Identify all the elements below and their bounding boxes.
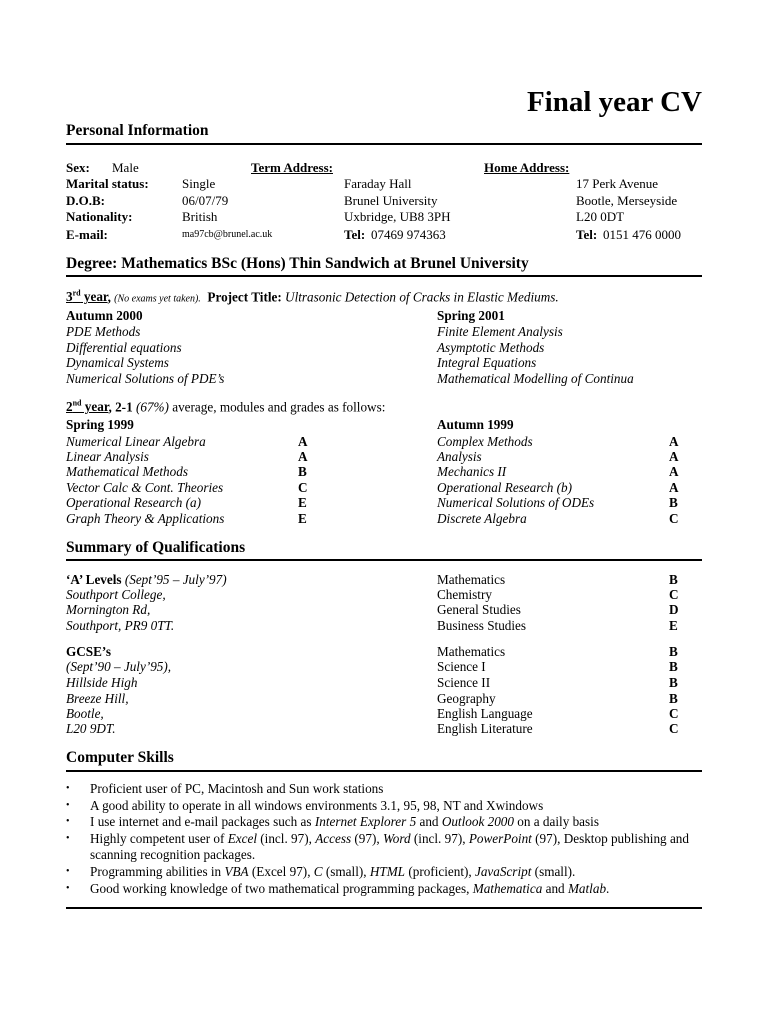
grade: B bbox=[669, 691, 678, 706]
divider bbox=[66, 559, 702, 561]
divider bbox=[66, 143, 702, 145]
dob-value: 06/07/79 bbox=[182, 193, 229, 208]
email-link[interactable]: ma97cb@brunel.ac.uk bbox=[182, 229, 273, 240]
module: Complex Methods bbox=[437, 434, 533, 449]
project-title-label: Project Title: bbox=[207, 289, 282, 305]
school-line: Mornington Rd, bbox=[66, 602, 151, 617]
personal-row bbox=[66, 176, 702, 192]
module: Operational Research (a) bbox=[66, 495, 202, 510]
home-tel-label: Tel: bbox=[576, 227, 598, 242]
grade: D bbox=[669, 602, 679, 617]
grade: B bbox=[669, 572, 678, 587]
grade: B bbox=[669, 675, 678, 690]
module: Vector Calc & Cont. Theories bbox=[66, 480, 224, 495]
module: Analysis bbox=[437, 449, 482, 464]
divider bbox=[66, 907, 702, 909]
subject: Science II bbox=[437, 675, 491, 690]
term-heading: Autumn 2000 bbox=[66, 308, 143, 323]
marital-value: Single bbox=[182, 176, 216, 191]
third-year-line: 3rd year, (No exams yet taken). Project Title: Ultrasonic Detection of Cracks in Elastic Mediums. bbox=[66, 289, 559, 305]
subject: Business Studies bbox=[437, 618, 527, 633]
school-line: L20 9DT. bbox=[66, 721, 116, 736]
term-tel-value: 07469 974363 bbox=[371, 227, 446, 242]
subject: English Language bbox=[437, 706, 533, 721]
module: Finite Element Analysis bbox=[437, 324, 563, 339]
sex-value: Male bbox=[112, 160, 139, 175]
third-year-note: (No exams yet taken). bbox=[114, 293, 201, 305]
school-line: Southport College, bbox=[66, 587, 166, 602]
grade: B bbox=[669, 644, 678, 659]
school-line: Breeze Hill, bbox=[66, 691, 129, 706]
marital-label: Marital status: bbox=[66, 176, 149, 191]
module: Differential equations bbox=[66, 340, 182, 355]
gcse-title: GCSE’s bbox=[66, 644, 111, 659]
list-item: • A good ability to operate in all windows environments 3.1, 95, 98, NT and Xwindows bbox=[66, 798, 702, 815]
home-tel-value: 0151 476 0000 bbox=[603, 227, 681, 242]
school-line: (Sept’90 – July’95), bbox=[66, 659, 172, 674]
module: Discrete Algebra bbox=[437, 511, 527, 526]
school-line: Hillside High bbox=[66, 675, 138, 690]
personal-row bbox=[66, 160, 702, 176]
subject: Science I bbox=[437, 659, 486, 674]
sex-label: Sex: bbox=[66, 160, 90, 175]
subject: English Literature bbox=[437, 721, 533, 736]
grade: C bbox=[669, 721, 679, 736]
module: Numerical Linear Algebra bbox=[66, 434, 206, 449]
personal-heading: Personal Information bbox=[66, 122, 209, 139]
term-tel-label: Tel: bbox=[344, 227, 366, 242]
module: Integral Equations bbox=[437, 355, 537, 370]
grade: C bbox=[298, 480, 308, 495]
module: Linear Analysis bbox=[66, 449, 149, 464]
list-item: • Programming abilities in VBA (Excel 97), C (small), HTML (proficient), JavaScript (small). bbox=[66, 864, 702, 881]
personal-row bbox=[66, 193, 702, 209]
module: Numerical Solutions of PDE’s bbox=[66, 371, 225, 386]
module: Mathematical Methods bbox=[66, 464, 188, 479]
grade: A bbox=[669, 464, 679, 479]
dob-label: D.O.B: bbox=[66, 193, 105, 208]
subject: Mathematics bbox=[437, 572, 506, 587]
list-item: • Highly competent user of Excel (incl. 97), Access (97), Word (incl. 97), PowerPoint (97), Desktop publishing and scanning recognition packages. bbox=[66, 831, 702, 864]
project-title: Ultrasonic Detection of Cracks in Elastic Mediums. bbox=[285, 289, 559, 305]
degree-heading: Degree: Mathematics BSc (Hons) Thin Sandwich at Brunel University bbox=[66, 255, 529, 272]
skills-list bbox=[66, 781, 702, 897]
nationality-value: British bbox=[182, 209, 218, 224]
module: Numerical Solutions of ODEs bbox=[437, 495, 595, 510]
second-year-line: 2nd year, 2-1 (67%) average, modules and grades as follows: bbox=[66, 399, 386, 415]
grade: C bbox=[669, 706, 679, 721]
term-address-line: Faraday Hall bbox=[344, 176, 412, 191]
grade: B bbox=[669, 659, 678, 674]
home-address-heading: Home Address: bbox=[484, 160, 570, 175]
module: Dynamical Systems bbox=[66, 355, 169, 370]
module: Mathematical Modelling of Continua bbox=[437, 371, 634, 386]
term-address-heading: Term Address: bbox=[251, 160, 333, 175]
grade: A bbox=[669, 434, 679, 449]
grade: E bbox=[669, 618, 678, 633]
module: Operational Research (b) bbox=[437, 480, 573, 495]
grade: A bbox=[669, 480, 679, 495]
term-heading: Spring 1999 bbox=[66, 417, 134, 432]
term-address-line: Uxbridge, UB8 3PH bbox=[344, 209, 451, 224]
grade: B bbox=[298, 464, 307, 479]
home-address-line: Bootle, Merseyside bbox=[576, 193, 678, 208]
school-line: Southport, PR9 0TT. bbox=[66, 618, 175, 633]
list-item: • Good working knowledge of two mathematical programming packages, Mathematica and Matlab. bbox=[66, 881, 702, 898]
list-item: • Proficient user of PC, Macintosh and Sun work stations bbox=[66, 781, 702, 798]
grade: B bbox=[669, 495, 678, 510]
module: Graph Theory & Applications bbox=[66, 511, 225, 526]
personal-row bbox=[66, 227, 702, 243]
nationality-label: Nationality: bbox=[66, 209, 133, 224]
alevels-title: ‘A’ Levels (Sept’95 – July’97) bbox=[66, 572, 227, 587]
grade: C bbox=[669, 511, 679, 526]
email-label: E-mail: bbox=[66, 227, 108, 242]
grade: A bbox=[669, 449, 679, 464]
list-item: • I use internet and e-mail packages such as Internet Explorer 5 and Outlook 2000 on a daily basis bbox=[66, 814, 702, 831]
subject: Geography bbox=[437, 691, 496, 706]
module: PDE Methods bbox=[66, 324, 141, 339]
divider bbox=[66, 275, 702, 277]
term-heading: Autumn 1999 bbox=[437, 417, 514, 432]
grade: C bbox=[669, 587, 679, 602]
home-address-line: L20 0DT bbox=[576, 209, 625, 224]
page-title: Final year CV bbox=[526, 86, 702, 118]
qualifications-heading: Summary of Qualifications bbox=[66, 539, 246, 556]
skills-heading: Computer Skills bbox=[66, 749, 174, 766]
module: Asymptotic Methods bbox=[437, 340, 545, 355]
grade: E bbox=[298, 511, 307, 526]
subject: Mathematics bbox=[437, 644, 506, 659]
module: Mechanics II bbox=[437, 464, 507, 479]
grade: A bbox=[298, 434, 308, 449]
term-address-line: Brunel University bbox=[344, 193, 438, 208]
term-heading: Spring 2001 bbox=[437, 308, 505, 323]
personal-row bbox=[66, 209, 702, 225]
subject: General Studies bbox=[437, 602, 521, 617]
grade: E bbox=[298, 495, 307, 510]
home-address-line: 17 Perk Avenue bbox=[576, 176, 659, 191]
cv-page bbox=[66, 0, 702, 1024]
school-line: Bootle, bbox=[66, 706, 104, 721]
subject: Chemistry bbox=[437, 587, 492, 602]
grade: A bbox=[298, 449, 308, 464]
divider bbox=[66, 770, 702, 772]
